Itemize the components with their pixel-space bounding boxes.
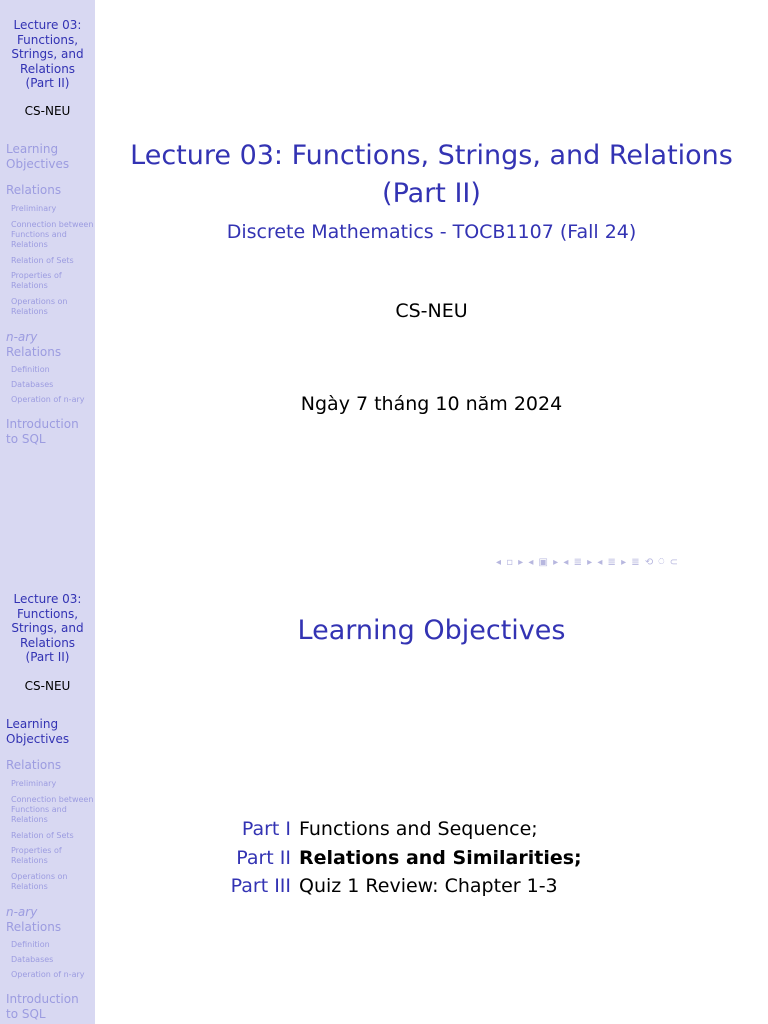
sidebar-item-label: Objectives — [6, 731, 70, 746]
sidebar-item-learning-objectives[interactable] — [6, 142, 69, 171]
sidebar-subitem-label: Operations on — [11, 297, 68, 306]
sidebar-subitem-label: Relations — [11, 240, 48, 250]
slide-date: Ngày 7 tháng 10 năm 2024 — [300, 393, 563, 415]
sidebar-subitem-label: Properties of — [11, 846, 62, 855]
parts-list — [205, 815, 582, 901]
sidebar-title[interactable] — [0, 592, 95, 665]
sidebar-subitem-relation-of-sets[interactable]: Relation of Sets — [11, 256, 74, 265]
sidebar-subitem-preliminary[interactable]: Preliminary — [11, 779, 57, 788]
sidebar-subitem-label: Relations — [11, 281, 48, 291]
sidebar-subitem-label: Relations — [11, 815, 48, 825]
part-row — [205, 872, 582, 901]
sidebar-item-relations[interactable]: Relations — [6, 758, 62, 772]
sidebar-title-line: Strings, and — [11, 47, 84, 62]
sidebar-item-label: Objectives — [6, 156, 70, 171]
sidebar-author: CS-NEU — [24, 679, 71, 693]
sidebar-item-nary-relations[interactable] — [6, 905, 61, 934]
sidebar-title-line: Lecture 03: — [13, 592, 82, 606]
slide-author: CS-NEU — [395, 300, 468, 322]
sidebar-title-line: Strings, and — [11, 621, 84, 636]
sidebar-author: CS-NEU — [24, 104, 71, 118]
part-label: Part I — [241, 818, 291, 840]
sidebar-title-line: Relations — [19, 635, 76, 650]
sidebar-subitem-label: Operations on — [11, 872, 68, 881]
sidebar-subitem-definition[interactable]: Definition — [11, 940, 50, 949]
sidebar-subitem-connection[interactable] — [11, 795, 93, 826]
part-row — [205, 844, 582, 873]
sidebar-subitem-label: Properties of — [11, 271, 62, 280]
sidebar-subitem-operations[interactable] — [11, 297, 68, 317]
sidebar-subitem-label: Functions and — [11, 805, 67, 815]
sidebar-item-label: Relations — [6, 919, 62, 934]
sidebar-item-relations[interactable]: Relations — [6, 183, 62, 197]
part-text: Functions and Sequence; — [299, 818, 538, 840]
slide-title — [95, 137, 768, 213]
sidebar-item-nary-relations[interactable] — [6, 330, 61, 359]
beamer-navigation-icons[interactable]: ◂ ▫ ▸ ◂ ▣ ▸ ◂ ≣ ▸ ◂ ≣ ▸ ≣ ⟲ ⍥ ⊂ — [496, 557, 679, 568]
sidebar-subitem-label: Relations — [11, 882, 48, 892]
objectives-slide — [0, 575, 768, 1024]
sidebar-item-learning-objectives[interactable] — [6, 717, 69, 746]
sidebar-subitem-connection[interactable] — [11, 220, 93, 251]
sidebar-item-label: n-ary — [6, 905, 38, 919]
sidebar-subitem-properties[interactable] — [11, 271, 62, 291]
part-row — [205, 815, 582, 844]
sidebar-subitem-label: Relations — [11, 856, 48, 866]
sidebar — [0, 0, 95, 575]
part-label: Part III — [230, 875, 291, 897]
sidebar-subitem-label: Connection between — [11, 795, 94, 804]
sidebar-subitem-databases[interactable]: Databases — [11, 380, 54, 389]
sidebar-item-label: Learning — [6, 142, 59, 156]
sidebar-item-intro-sql[interactable] — [6, 417, 79, 446]
sidebar-subitem-preliminary[interactable]: Preliminary — [11, 204, 57, 213]
frame-title: Learning Objectives — [297, 615, 566, 646]
sidebar-title-line: (Part II) — [25, 76, 70, 91]
sidebar-subitem-relation-of-sets[interactable]: Relation of Sets — [11, 831, 74, 840]
sidebar-subitem-label: Connection between — [11, 220, 94, 229]
sidebar-title-line: Relations — [19, 61, 76, 76]
sidebar-title-line: Functions, — [16, 32, 79, 47]
part-text: Quiz 1 Review: Chapter 1-3 — [299, 875, 558, 897]
sidebar-item-intro-sql[interactable] — [6, 992, 79, 1021]
slide-title-line: (Part II) — [382, 178, 481, 209]
sidebar-title-line: (Part II) — [25, 650, 70, 665]
sidebar-title[interactable] — [0, 18, 95, 91]
sidebar-title-line: Functions, — [16, 606, 79, 621]
sidebar-subitem-operation-nary[interactable]: Operation of n-ary — [11, 395, 85, 404]
sidebar-subitem-label: Functions and — [11, 230, 67, 240]
sidebar-subitem-operations[interactable] — [11, 872, 68, 892]
sidebar-item-label: Introduction — [6, 417, 79, 431]
sidebar-subitem-properties[interactable] — [11, 846, 62, 866]
sidebar-subitem-operation-nary[interactable]: Operation of n-ary — [11, 970, 85, 979]
sidebar-item-label: Learning — [6, 717, 59, 731]
part-label: Part II — [236, 846, 291, 869]
sidebar-item-label: to SQL — [6, 1006, 46, 1021]
sidebar-subitem-databases[interactable]: Databases — [11, 955, 54, 964]
part-text: Relations and Similarities; — [299, 846, 582, 869]
sidebar-item-label: to SQL — [6, 431, 46, 446]
sidebar-item-label: Relations — [6, 344, 62, 359]
slide-title-line: Lecture 03: Functions, Strings, and Relations — [130, 140, 733, 171]
sidebar-title-line: Lecture 03: — [13, 18, 82, 32]
sidebar-subitem-label: Relations — [11, 307, 48, 317]
sidebar-item-label: n-ary — [6, 330, 38, 344]
slide-subtitle: Discrete Mathematics - TOCB1107 (Fall 24) — [226, 221, 637, 243]
sidebar-item-label: Introduction — [6, 992, 79, 1006]
sidebar-subitem-definition[interactable]: Definition — [11, 365, 50, 374]
sidebar — [0, 575, 95, 1024]
